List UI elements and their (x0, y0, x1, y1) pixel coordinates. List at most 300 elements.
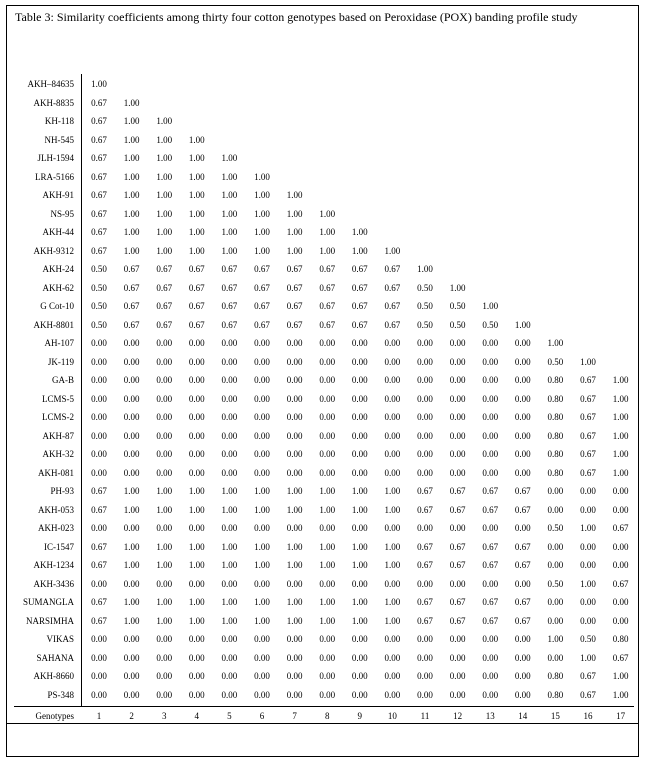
table-cell: 1.00 (351, 541, 368, 552)
table-cell: 1.00 (254, 597, 270, 607)
table-cell: 1.00 (547, 338, 564, 348)
table-cell: 0.00 (254, 689, 270, 700)
table-cell: 0.00 (514, 652, 531, 663)
table-cell: 0.00 (156, 652, 173, 663)
table-cell: 0.00 (254, 578, 270, 589)
table-cell: 0.00 (351, 578, 368, 589)
table-cell: 0.00 (123, 671, 140, 681)
table-cell: 0.67 (123, 301, 140, 311)
table-cell: 1.00 (123, 615, 140, 626)
column-header: 15 (550, 711, 560, 721)
table-cell: 0.00 (254, 338, 270, 348)
table-cell: 0.00 (319, 338, 336, 348)
table-cell: 0.67 (514, 597, 531, 607)
table-cell: 1.00 (156, 560, 173, 570)
table-cell: 0.00 (221, 689, 238, 700)
table-cell: 0.80 (547, 449, 564, 459)
column-header: 5 (227, 711, 232, 721)
table-cell: 0.50 (449, 319, 466, 330)
table-cell: 0.67 (286, 319, 303, 330)
table-cell: 0.00 (417, 338, 433, 348)
table-cell: 0.00 (188, 671, 205, 681)
row-label: AKH-87 (42, 430, 74, 441)
table-cell: 0.00 (123, 356, 140, 367)
table-cell: 1.00 (254, 227, 270, 237)
row-label: AKH-62 (42, 282, 74, 293)
table-cell: 1.00 (123, 116, 140, 126)
table-cell: 1.00 (123, 190, 140, 200)
table-cell: 0.50 (547, 578, 564, 589)
table-cell: 0.67 (221, 301, 238, 311)
table-cell: 0.00 (384, 689, 401, 700)
row-label: G Cot-10 (40, 301, 74, 311)
column-header: 17 (616, 711, 626, 721)
table-cell: 0.67 (580, 689, 596, 700)
table-cell: 0.00 (221, 523, 238, 533)
table-cell: 0.00 (188, 467, 205, 478)
table-cell: 0.00 (286, 375, 303, 385)
table-cell: 0.00 (91, 430, 107, 441)
table-cell: 1.00 (286, 208, 303, 219)
table-cell: 1.00 (188, 541, 205, 552)
table-cell: 0.67 (514, 541, 531, 552)
table-cell: 0.00 (449, 393, 466, 404)
table-cell: 0.67 (580, 430, 596, 441)
table-cell: 0.00 (91, 467, 107, 478)
table-cell: 0.67 (188, 282, 205, 293)
table-cell: 0.00 (417, 523, 433, 533)
row-label: AKH-3436 (33, 578, 74, 589)
table-cell: 0.67 (449, 541, 466, 552)
table-cell: 0.00 (417, 578, 433, 589)
table-cell: 0.00 (254, 412, 270, 422)
table-cell: 0.67 (254, 282, 270, 293)
table-cell: 0.00 (580, 486, 596, 496)
table-cell: 1.00 (123, 153, 140, 163)
table-cell: 1.00 (188, 245, 205, 256)
table-cell: 1.00 (351, 504, 368, 515)
table-cell: 0.00 (254, 652, 270, 663)
table-cell: 0.00 (91, 652, 107, 663)
table-cell: 1.00 (91, 79, 107, 89)
table-cell: 0.00 (286, 412, 303, 422)
table-cell: 0.00 (286, 430, 303, 441)
table-cell: 0.00 (156, 671, 173, 681)
table-cell: 1.00 (351, 486, 368, 496)
table-cell: 0.00 (91, 393, 107, 404)
table-cell: 1.00 (384, 615, 401, 626)
table-cell: 0.00 (123, 375, 140, 385)
row-label: NS-95 (50, 208, 74, 219)
table-cell: 0.67 (384, 319, 401, 330)
table-cell: 0.67 (123, 282, 140, 293)
table-cell: 0.00 (188, 652, 205, 663)
table-cell: 1.00 (384, 560, 401, 570)
table-cell: 0.00 (156, 393, 173, 404)
table-cell: 0.00 (91, 523, 107, 533)
table-cell: 0.00 (449, 338, 466, 348)
table-cell: 0.00 (188, 338, 205, 348)
table-cell: 0.00 (449, 449, 466, 459)
table-cell: 0.00 (417, 412, 433, 422)
table-cell: 0.67 (91, 190, 107, 200)
table-cell: 0.00 (91, 338, 107, 348)
table-cell: 0.00 (482, 689, 499, 700)
table-cell: 1.00 (221, 171, 238, 182)
column-header: 10 (387, 711, 397, 721)
table-cell: 1.00 (188, 208, 205, 219)
table-cell: 1.00 (188, 171, 205, 182)
table-cell: 0.67 (612, 523, 629, 533)
table-cell: 0.00 (123, 634, 140, 644)
table-cell: 0.67 (417, 541, 433, 552)
table-cell: 0.00 (319, 449, 336, 459)
table-cell: 1.00 (221, 245, 238, 256)
table-cell: 0.00 (91, 449, 107, 459)
table-cell: 0.00 (580, 615, 596, 626)
table-cell: 0.50 (417, 301, 433, 311)
table-cell: 1.00 (417, 264, 433, 274)
table-cell: 0.00 (221, 449, 238, 459)
table-cell: 0.00 (221, 671, 238, 681)
row-label: AKH-1234 (33, 560, 74, 570)
table-cell: 0.00 (514, 356, 531, 367)
table-cell: 0.67 (384, 282, 401, 293)
table-cell: 0.00 (351, 375, 368, 385)
table-cell: 0.00 (547, 652, 564, 663)
table-cell: 0.00 (319, 430, 336, 441)
table-cell: 1.00 (123, 597, 140, 607)
row-label: LCMS-5 (41, 393, 74, 404)
table-cell: 0.00 (612, 486, 629, 496)
table-cell: 0.67 (417, 486, 433, 496)
row-label: AKH-91 (42, 190, 74, 200)
table-cell: 0.00 (351, 671, 368, 681)
table-cell: 1.00 (221, 615, 238, 626)
column-header: 7 (292, 711, 297, 721)
table-cell: 1.00 (156, 116, 173, 126)
table-cell: 0.00 (156, 523, 173, 533)
table-cell: 0.67 (156, 319, 173, 330)
table-cell: 0.80 (547, 375, 564, 385)
table-cell: 0.00 (514, 430, 531, 441)
table-cell: 0.67 (514, 560, 531, 570)
row-label: AKH-081 (38, 467, 74, 478)
table-cell: 1.00 (254, 245, 270, 256)
table-cell: 0.67 (156, 282, 173, 293)
table-cell: 0.00 (417, 689, 433, 700)
table-cell: 0.00 (482, 356, 499, 367)
table-cell: 0.67 (417, 504, 433, 515)
table-cell: 0.00 (254, 356, 270, 367)
table-cell: 0.67 (221, 264, 238, 274)
table-cell: 1.00 (286, 560, 303, 570)
table-cell: 0.67 (221, 319, 238, 330)
table-cell: 0.00 (417, 375, 433, 385)
table-cell: 0.00 (286, 523, 303, 533)
table-cell: 0.00 (449, 523, 466, 533)
table-cell: 1.00 (188, 134, 205, 145)
table-cell: 0.00 (514, 449, 531, 459)
column-header: 12 (453, 711, 463, 721)
table-cell: 0.00 (417, 449, 433, 459)
table-cell: 0.67 (449, 615, 466, 626)
table-cell: 0.00 (482, 375, 499, 385)
table-cell: 0.00 (449, 356, 466, 367)
table-cell: 0.00 (547, 615, 564, 626)
table-cell: 0.00 (482, 412, 499, 422)
table-cell: 0.00 (123, 467, 140, 478)
table-cell: 1.00 (286, 541, 303, 552)
table-cell: 1.00 (286, 504, 303, 515)
table-cell: 0.00 (123, 689, 140, 700)
table-cell: 0.00 (417, 393, 433, 404)
table-cell: 0.00 (449, 430, 466, 441)
table-cell: 0.00 (123, 430, 140, 441)
table-cell: 0.67 (351, 282, 368, 293)
table-cell: 0.00 (156, 356, 173, 367)
table-cell: 0.00 (351, 689, 368, 700)
table-cell: 1.00 (351, 245, 368, 256)
table-cell: 0.67 (449, 504, 466, 515)
table-cell: 0.00 (254, 467, 270, 478)
row-label: PH-93 (50, 486, 74, 496)
table-cell: 1.00 (384, 541, 401, 552)
table-cell: 0.50 (482, 319, 499, 330)
table-cell: 1.00 (384, 245, 401, 256)
table-cell: 0.00 (221, 375, 238, 385)
table-cell: 0.00 (482, 449, 499, 459)
table-cell: 1.00 (188, 190, 205, 200)
table-cell: 1.00 (156, 190, 173, 200)
table-cell: 0.00 (221, 634, 238, 644)
table-cell: 1.00 (286, 190, 303, 200)
table-cell: 0.00 (156, 689, 173, 700)
table-cell: 1.00 (123, 171, 140, 182)
table-cell: 0.00 (319, 652, 336, 663)
table-cell: 0.67 (188, 319, 205, 330)
table-cell: 0.67 (91, 134, 107, 145)
table-cell: 0.67 (91, 245, 107, 256)
table-cell: 0.00 (514, 375, 531, 385)
table-cell: 1.00 (156, 541, 173, 552)
table-cell: 0.00 (384, 430, 401, 441)
table-cell: 0.00 (91, 578, 107, 589)
table-cell: 1.00 (123, 504, 140, 515)
table-cell: 1.00 (612, 412, 629, 422)
row-label: AKH-44 (42, 227, 74, 237)
table-cell: 1.00 (221, 190, 238, 200)
row-label: SUMANGLA (22, 597, 74, 607)
table-cell: 0.67 (580, 467, 596, 478)
table-cell: 0.67 (91, 97, 107, 108)
table-cell: 0.00 (221, 356, 238, 367)
table-cell: 0.67 (351, 301, 368, 311)
table-cell: 0.67 (91, 116, 107, 126)
table-cell: 1.00 (319, 541, 336, 552)
table-cell: 0.67 (319, 264, 336, 274)
table-cell: 0.00 (188, 634, 205, 644)
table-cell: 1.00 (254, 504, 270, 515)
table-cell: 0.67 (449, 486, 466, 496)
column-header: 1 (96, 711, 102, 721)
row-label: AKH-8801 (33, 319, 74, 330)
table-cell: 1.00 (188, 153, 205, 163)
table-cell: 0.67 (514, 504, 531, 515)
table-cell: 0.00 (449, 652, 466, 663)
table-cell: 0.00 (156, 375, 173, 385)
table-cell: 0.00 (351, 449, 368, 459)
table-cell: 0.00 (482, 430, 499, 441)
table-cell: 0.50 (449, 301, 466, 311)
table-cell: 0.00 (286, 393, 303, 404)
table-cell: 0.00 (156, 338, 173, 348)
table-cell: 1.00 (221, 227, 238, 237)
table-cell: 0.00 (482, 393, 499, 404)
table-cell: 0.00 (547, 504, 564, 515)
table-cell: 0.00 (254, 430, 270, 441)
table-cell: 1.00 (254, 486, 270, 496)
table-cell: 1.00 (319, 597, 336, 607)
table-cell: 0.80 (547, 412, 564, 422)
table-cell: 0.00 (482, 671, 499, 681)
table-cell: 0.00 (286, 338, 303, 348)
row-label: IC-1547 (44, 541, 74, 552)
table-cell: 0.67 (91, 615, 107, 626)
table-cell: 0.00 (384, 671, 401, 681)
table-cell: 1.00 (188, 504, 205, 515)
table-cell: 0.00 (351, 523, 368, 533)
table-cell: 0.00 (514, 338, 531, 348)
table-cell: 0.00 (514, 467, 531, 478)
table-cell: 0.67 (482, 615, 499, 626)
row-label: AKH-24 (42, 264, 74, 274)
row-label: AKH-8835 (33, 97, 74, 108)
table-cell: 1.00 (188, 486, 205, 496)
column-header: 3 (161, 711, 167, 721)
table-cell: 1.00 (319, 560, 336, 570)
table-cell: 0.67 (417, 597, 433, 607)
table-cell: 1.00 (221, 504, 238, 515)
column-header: 4 (194, 711, 200, 721)
table-cell: 0.80 (547, 467, 564, 478)
table-cell: 0.67 (319, 282, 336, 293)
table-cell: 1.00 (286, 245, 303, 256)
column-header-divider (14, 706, 634, 707)
column-header: 2 (129, 711, 134, 721)
table-cell: 0.00 (286, 652, 303, 663)
table-cell: 0.67 (254, 264, 270, 274)
row-label: JK-119 (47, 356, 74, 367)
column-header: 13 (485, 711, 495, 721)
table-cell: 0.00 (123, 449, 140, 459)
row-label: JLH-1594 (37, 153, 74, 163)
row-label: AKH-9312 (33, 245, 74, 256)
table-cell: 0.67 (91, 560, 107, 570)
table-cell: 1.00 (319, 245, 336, 256)
table-cell: 0.67 (580, 449, 596, 459)
table-cell: 0.00 (156, 430, 173, 441)
table-cell: 0.67 (482, 597, 499, 607)
table-cell: 0.00 (188, 523, 205, 533)
row-label: AKH-053 (38, 504, 74, 515)
table-cell: 0.00 (351, 393, 368, 404)
table-cell: 0.00 (351, 338, 368, 348)
table-cell: 0.00 (319, 634, 336, 644)
table-cell: 1.00 (123, 245, 140, 256)
table-cell: 0.00 (91, 412, 107, 422)
table-cell: 1.00 (384, 486, 401, 496)
table-cell: 0.67 (449, 560, 466, 570)
table-cell: 0.00 (417, 652, 433, 663)
table-cell: 1.00 (319, 208, 336, 219)
row-label: AKH-32 (42, 449, 74, 459)
table-cell: 0.00 (482, 338, 499, 348)
table-cell: 1.00 (547, 634, 564, 644)
table-cell: 0.00 (254, 671, 270, 681)
table-cell: 0.00 (286, 467, 303, 478)
table-cell: 0.67 (514, 615, 531, 626)
table-cell: 1.00 (254, 190, 270, 200)
table-cell: 0.00 (482, 578, 499, 589)
table-cell: 0.67 (91, 597, 107, 607)
table-cell: 1.00 (156, 208, 173, 219)
table-cell: 0.50 (91, 301, 107, 311)
table-cell: 0.67 (221, 282, 238, 293)
table-cell: 0.67 (254, 301, 270, 311)
table-cell: 0.00 (221, 652, 238, 663)
table-cell: 0.00 (123, 652, 140, 663)
table-cell: 0.00 (319, 393, 336, 404)
table-cell: 0.50 (417, 282, 433, 293)
table-cell: 1.00 (351, 560, 368, 570)
table-cell: 0.50 (547, 356, 564, 367)
table-cell: 0.00 (351, 467, 368, 478)
table-cell: 1.00 (188, 615, 205, 626)
table-cell: 1.00 (286, 615, 303, 626)
table-cell: 1.00 (221, 597, 238, 607)
table-cell: 1.00 (351, 615, 368, 626)
genotypes-label: Genotypes (35, 711, 74, 721)
table-cell: 0.80 (547, 430, 564, 441)
table-cell: 0.00 (319, 671, 336, 681)
table-cell: 0.00 (449, 467, 466, 478)
table-cell: 1.00 (156, 504, 173, 515)
table-cell: 1.00 (514, 319, 531, 330)
table-cell: 1.00 (351, 227, 368, 237)
table-cell: 1.00 (221, 208, 238, 219)
table-cell: 0.00 (319, 467, 336, 478)
row-label-divider (81, 74, 82, 706)
table-cell: 0.00 (384, 393, 401, 404)
table-cell: 0.00 (319, 356, 336, 367)
column-header: 9 (357, 711, 363, 721)
table-cell: 0.00 (417, 634, 433, 644)
table-cell: 0.50 (547, 523, 564, 533)
table-cell: 0.00 (221, 467, 238, 478)
table-cell: 1.00 (286, 227, 303, 237)
table-cell: 0.00 (351, 430, 368, 441)
table-cell: 0.00 (156, 412, 173, 422)
table-cell: 0.00 (91, 375, 107, 385)
table-cell: 0.00 (188, 689, 205, 700)
table-cell: 0.67 (482, 560, 499, 570)
table-cell: 0.67 (91, 486, 107, 496)
table-cell: 1.00 (221, 486, 238, 496)
table-cell: 1.00 (384, 597, 401, 607)
table-cell: 0.00 (188, 449, 205, 459)
table-cell: 0.00 (580, 597, 596, 607)
